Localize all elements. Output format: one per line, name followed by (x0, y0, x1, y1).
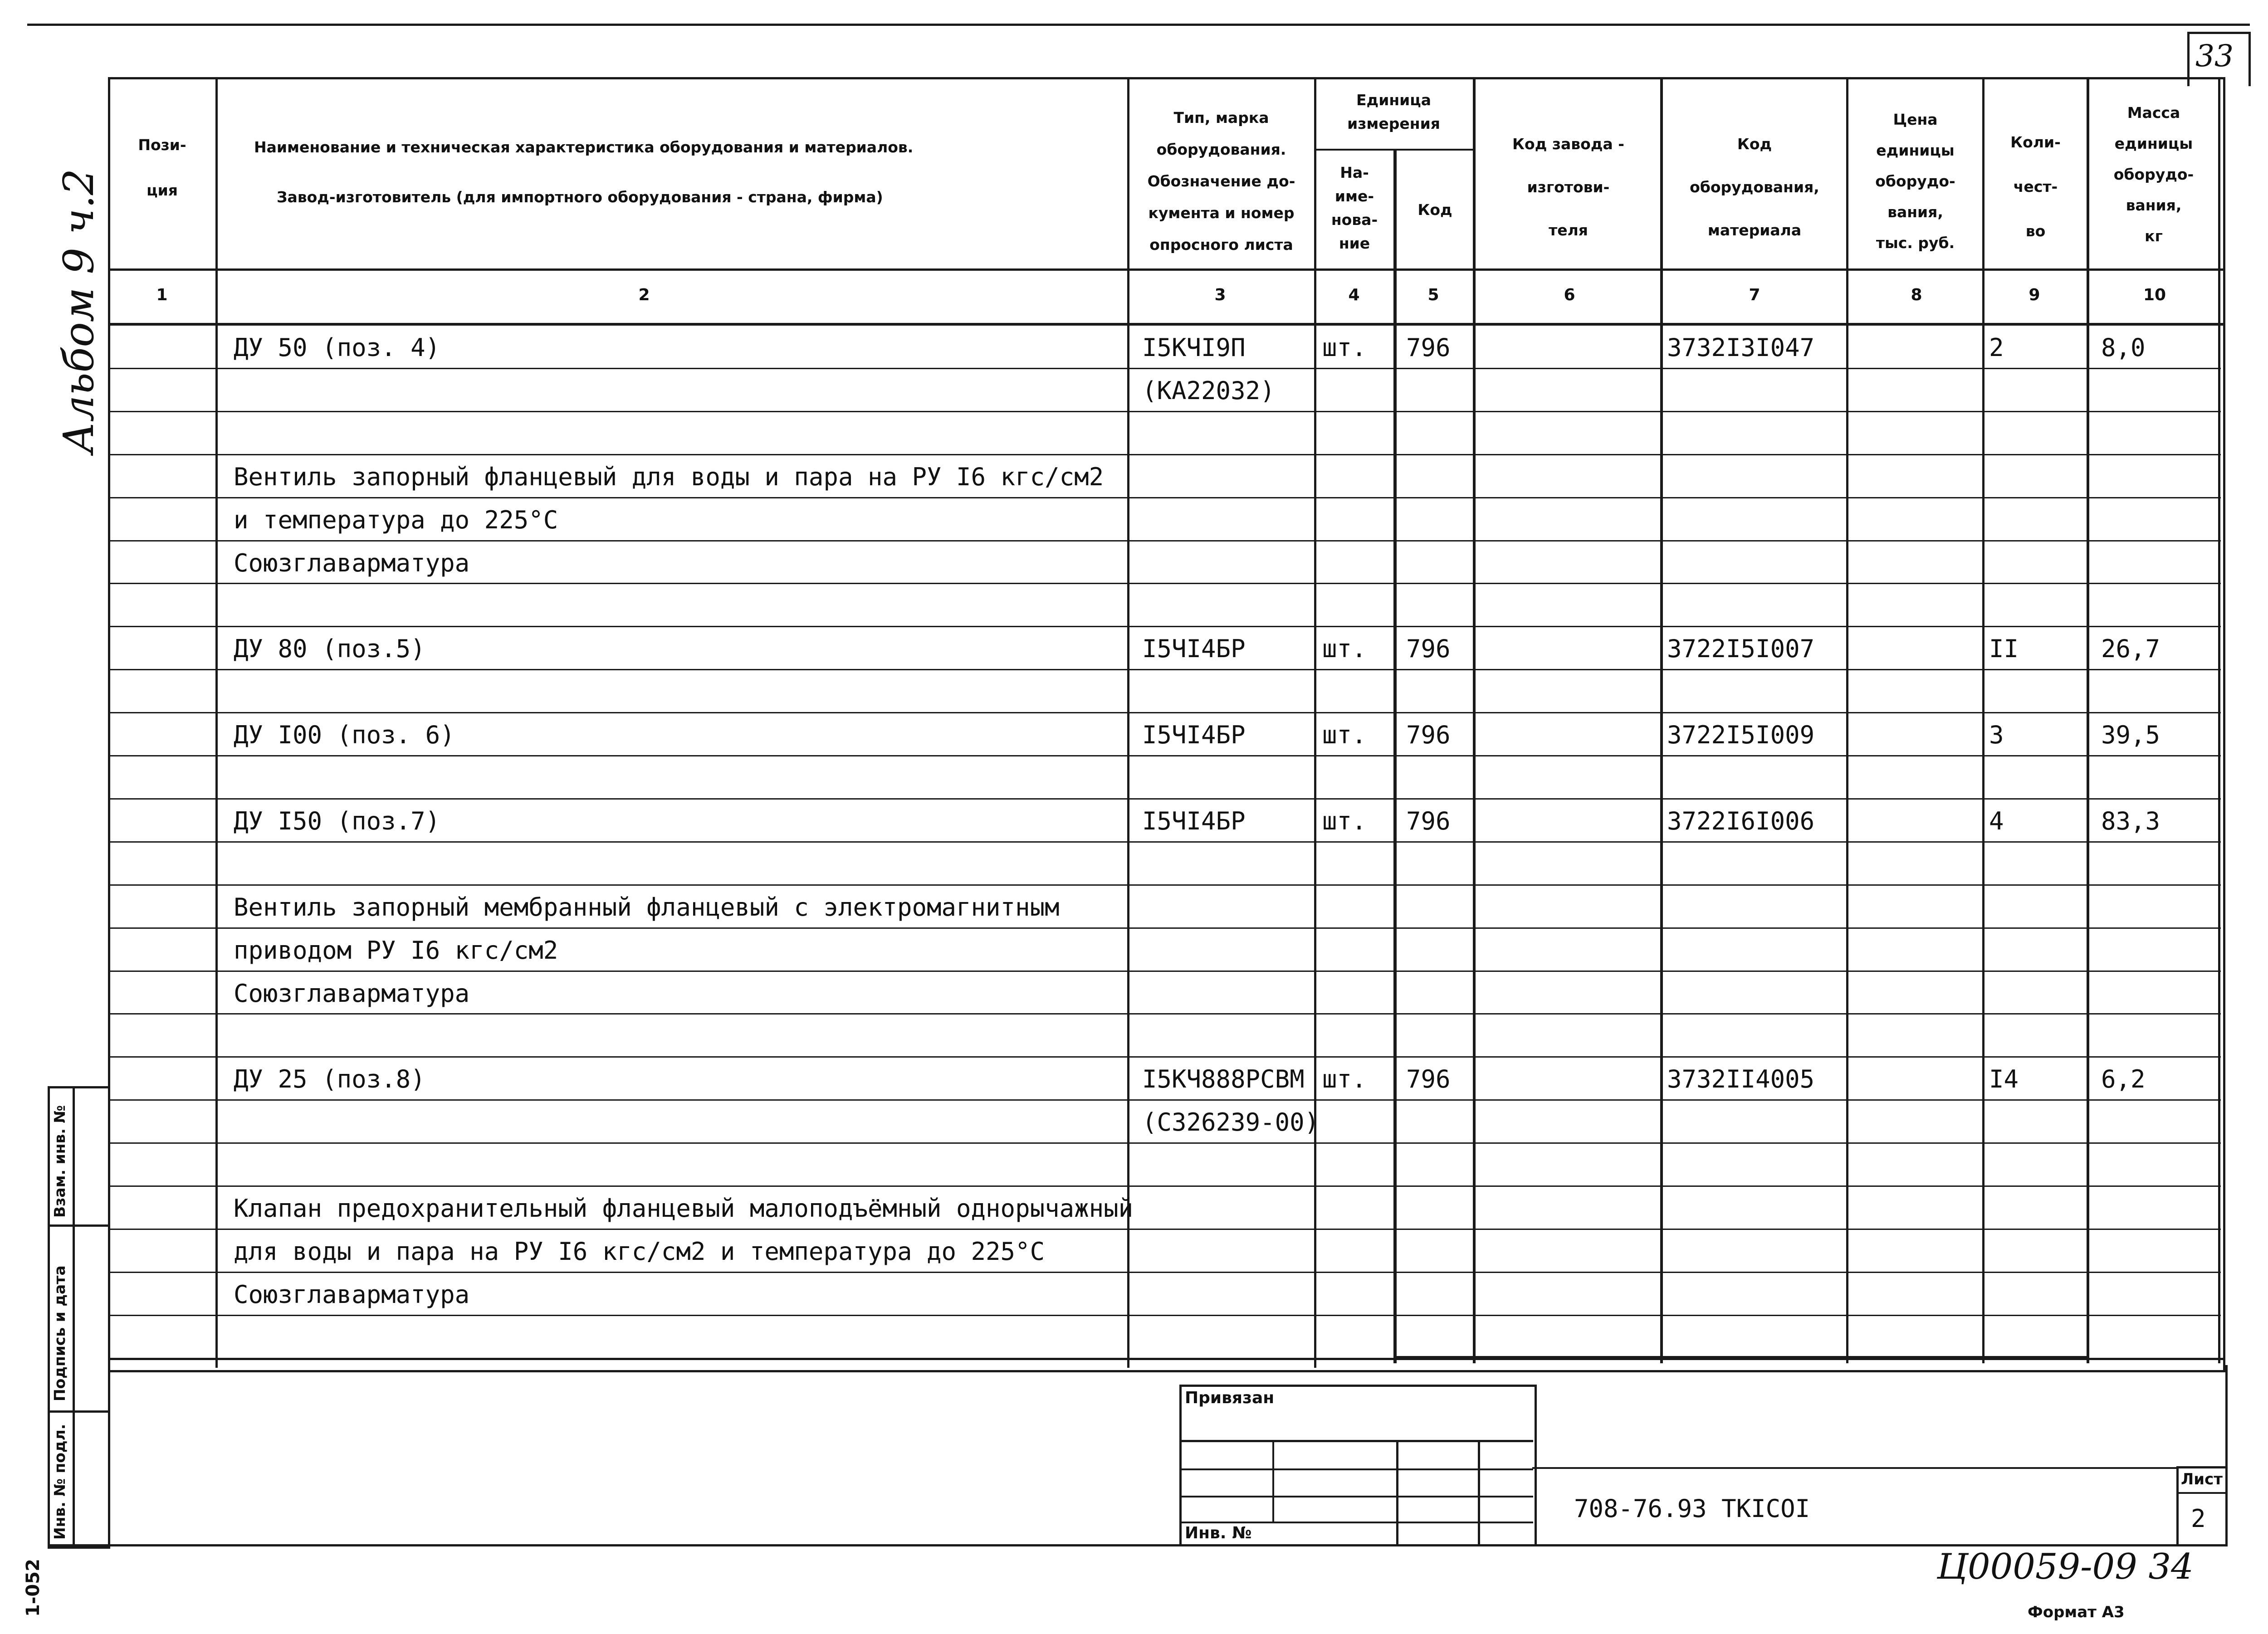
header-col6: Код завода - изготови- теля (1512, 135, 1624, 239)
row-divider (108, 411, 2221, 412)
side-stamp-inner (73, 1086, 75, 1546)
sheet-label: Лист (2181, 1470, 2223, 1488)
col-divider (1393, 151, 1397, 1363)
row-quantity: 3 (1989, 721, 2004, 750)
col-divider (1660, 77, 1663, 1363)
row-mass: 8,0 (2101, 333, 2146, 362)
header-col3: Тип, марка оборудования. Обозначение до- кумента и номер опросного листа (1147, 109, 1295, 254)
header-col7: Код оборудования, материала (1690, 135, 1819, 239)
side-stamp-inventory: Инв. № подл. (51, 1424, 68, 1540)
header-col1: Пози- ция (138, 136, 186, 199)
column-number: 2 (638, 286, 650, 304)
row-name: для воды и пара на РУ I6 кгс/см2 и температура до 225°С (234, 1237, 1045, 1266)
col-divider (2218, 77, 2220, 1363)
column-number: 5 (1427, 286, 1439, 304)
row-code: 796 (1406, 333, 1451, 362)
row-material-code: 3722I5I007 (1667, 634, 1815, 663)
row-divider (108, 1185, 2221, 1187)
side-stamp-divider (48, 1224, 108, 1227)
column-number-divider (108, 323, 2225, 326)
row-divider (108, 1099, 2221, 1101)
row-divider (108, 497, 2221, 498)
frame-bottom (48, 1544, 2228, 1546)
row-divider (108, 1358, 2225, 1360)
row-divider (108, 971, 2221, 972)
bound-col (1478, 1440, 1480, 1544)
row-name: ДУ I50 (поз.7) (234, 806, 440, 835)
column-number: 8 (1911, 286, 1922, 304)
bound-row (1179, 1496, 1533, 1497)
row-divider (108, 669, 2221, 670)
row-divider (108, 712, 2221, 713)
row-unit: шт. (1322, 806, 1367, 835)
row-divider (108, 540, 2221, 541)
bound-row (1179, 1440, 1533, 1442)
row-divider (108, 884, 2221, 886)
header-col9: Коли- чест- во (2010, 133, 2061, 240)
row-divider (108, 927, 2221, 929)
row-divider (108, 454, 2221, 455)
side-stamp-signature: Подпись и дата (51, 1265, 68, 1401)
row-material-code: 3732I3I047 (1667, 333, 1815, 362)
side-stamp-divider (48, 1410, 108, 1413)
row-divider (108, 583, 2221, 584)
row-name: Союзглаварматура (234, 1280, 470, 1309)
header-col2: Наименование и техническая характеристика оборудования и материалов. Завод-изготовитель (для импортного оборудования - страна, фирма) (254, 138, 914, 206)
row-type: I5КЧ888РСВМ (1142, 1065, 1305, 1094)
doc-code-top (1532, 1467, 2176, 1469)
corner-mark: 1-052 (23, 1559, 44, 1617)
row-type: (КА22032) (1142, 376, 1275, 405)
sheet-box-divider (2176, 1492, 2226, 1494)
header-col4: На- име- нова- ние (1331, 164, 1378, 252)
row-type: I5КЧI9П (1142, 333, 1246, 362)
row-name: ДУ 50 (поз. 4) (234, 333, 440, 362)
row-quantity: 2 (1989, 333, 2004, 362)
frame-left (108, 1365, 110, 1546)
bound-row (1179, 1522, 1533, 1523)
row-code: 796 (1406, 1065, 1451, 1094)
row-divider (108, 368, 2221, 369)
row-divider (108, 841, 2221, 843)
row-divider (108, 798, 2221, 800)
column-number: 10 (2143, 286, 2166, 304)
row-mass: 83,3 (2101, 806, 2160, 835)
col-divider (1846, 77, 1848, 1363)
row-name: приводом РУ I6 кгс/см2 (234, 936, 558, 965)
col-divider (1127, 77, 1129, 1368)
row-code: 796 (1406, 721, 1451, 750)
page-number-top: 33 (2195, 39, 2234, 73)
bound-label: Привязан (1185, 1389, 1275, 1407)
row-unit: шт. (1322, 634, 1367, 663)
column-number: 9 (2028, 286, 2040, 304)
row-quantity: I4 (1989, 1065, 2019, 1094)
row-divider (108, 1013, 2221, 1015)
row-name: ДУ I00 (поз. 6) (234, 721, 455, 750)
header-divider (108, 268, 2225, 271)
row-unit: шт. (1322, 721, 1367, 750)
doc-code: 708-76.93 ТКIСОI (1574, 1494, 1810, 1523)
row-type: (С326239-00) (1142, 1108, 1320, 1137)
format-label: Формат А3 (2028, 1603, 2125, 1621)
row-name: Вентиль запорный мембранный фланцевый с электромагнитным (234, 893, 1060, 922)
row-mass: 39,5 (2101, 721, 2160, 750)
col-divider (215, 77, 218, 1368)
row-name: и температура до 225°С (234, 505, 558, 534)
bound-col (1272, 1440, 1274, 1522)
row-code: 796 (1406, 806, 1451, 835)
sheet-number: 2 (2191, 1504, 2206, 1533)
row-type: I5ЧI4БР (1142, 806, 1246, 835)
album-label: Альбом 9 ч.2 (54, 168, 103, 454)
inv-label: Инв. № (1185, 1524, 1252, 1542)
row-name: ДУ 80 (поз.5) (234, 634, 425, 663)
row-name: Союзглаварматура (234, 979, 470, 1008)
row-code: 796 (1406, 634, 1451, 663)
row-type: I5ЧI4БР (1142, 721, 1246, 750)
bound-col (1396, 1440, 1398, 1544)
row-mass: 6,2 (2101, 1065, 2146, 1094)
row-material-code: 3722I6I006 (1667, 806, 1815, 835)
header-col5: Код (1418, 201, 1452, 219)
row-quantity: II (1989, 634, 2019, 663)
row-divider (108, 1142, 2221, 1144)
col-divider (1314, 77, 1316, 1368)
column-number: 1 (156, 286, 168, 304)
column-number: 3 (1214, 286, 1226, 304)
header-col8: Цена единицы оборудо- вания, тыс. руб. (1875, 111, 1955, 252)
row-divider (108, 1315, 2221, 1316)
side-stamp-replaced: Взам. инв. № (51, 1105, 68, 1218)
row-quantity: 4 (1989, 806, 2004, 835)
row-divider (108, 1056, 2221, 1058)
row-divider (108, 626, 2221, 627)
row-unit: шт. (1322, 333, 1367, 362)
sheet-box-top (2176, 1466, 2226, 1468)
row-name: Клапан предохранительный фланцевый малоподъёмный однорычажный (234, 1194, 1134, 1223)
col-divider (1473, 77, 1476, 1363)
row-name: ДУ 25 (поз.8) (234, 1065, 425, 1094)
bound-row (1179, 1468, 1533, 1470)
row-name: Союзглаварматура (234, 548, 470, 577)
col-divider (2087, 77, 2089, 1363)
top-rule (27, 24, 2250, 26)
row-divider (108, 1229, 2221, 1230)
row-type: I5ЧI4БР (1142, 634, 1246, 663)
column-number: 6 (1564, 286, 1575, 304)
row-material-code: 3722I5I009 (1667, 721, 1815, 750)
row-name: Вентиль запорный фланцевый для воды и пара на РУ I6 кгс/см2 (234, 462, 1104, 491)
row-material-code: 3732II4005 (1667, 1065, 1815, 1094)
row-unit: шт. (1322, 1065, 1367, 1094)
col-divider (1982, 77, 1984, 1363)
header-col10: Масса единицы оборудо- вания, кг (2113, 104, 2194, 245)
column-number: 7 (1749, 286, 1760, 304)
column-number: 4 (1348, 286, 1360, 304)
archive-number: Ц00059-09 34 (1937, 1546, 2194, 1587)
row-divider (108, 755, 2221, 756)
header-unit-group: Единица измерения (1347, 91, 1440, 132)
row-mass: 26,7 (2101, 634, 2160, 663)
row-divider (108, 1272, 2221, 1273)
